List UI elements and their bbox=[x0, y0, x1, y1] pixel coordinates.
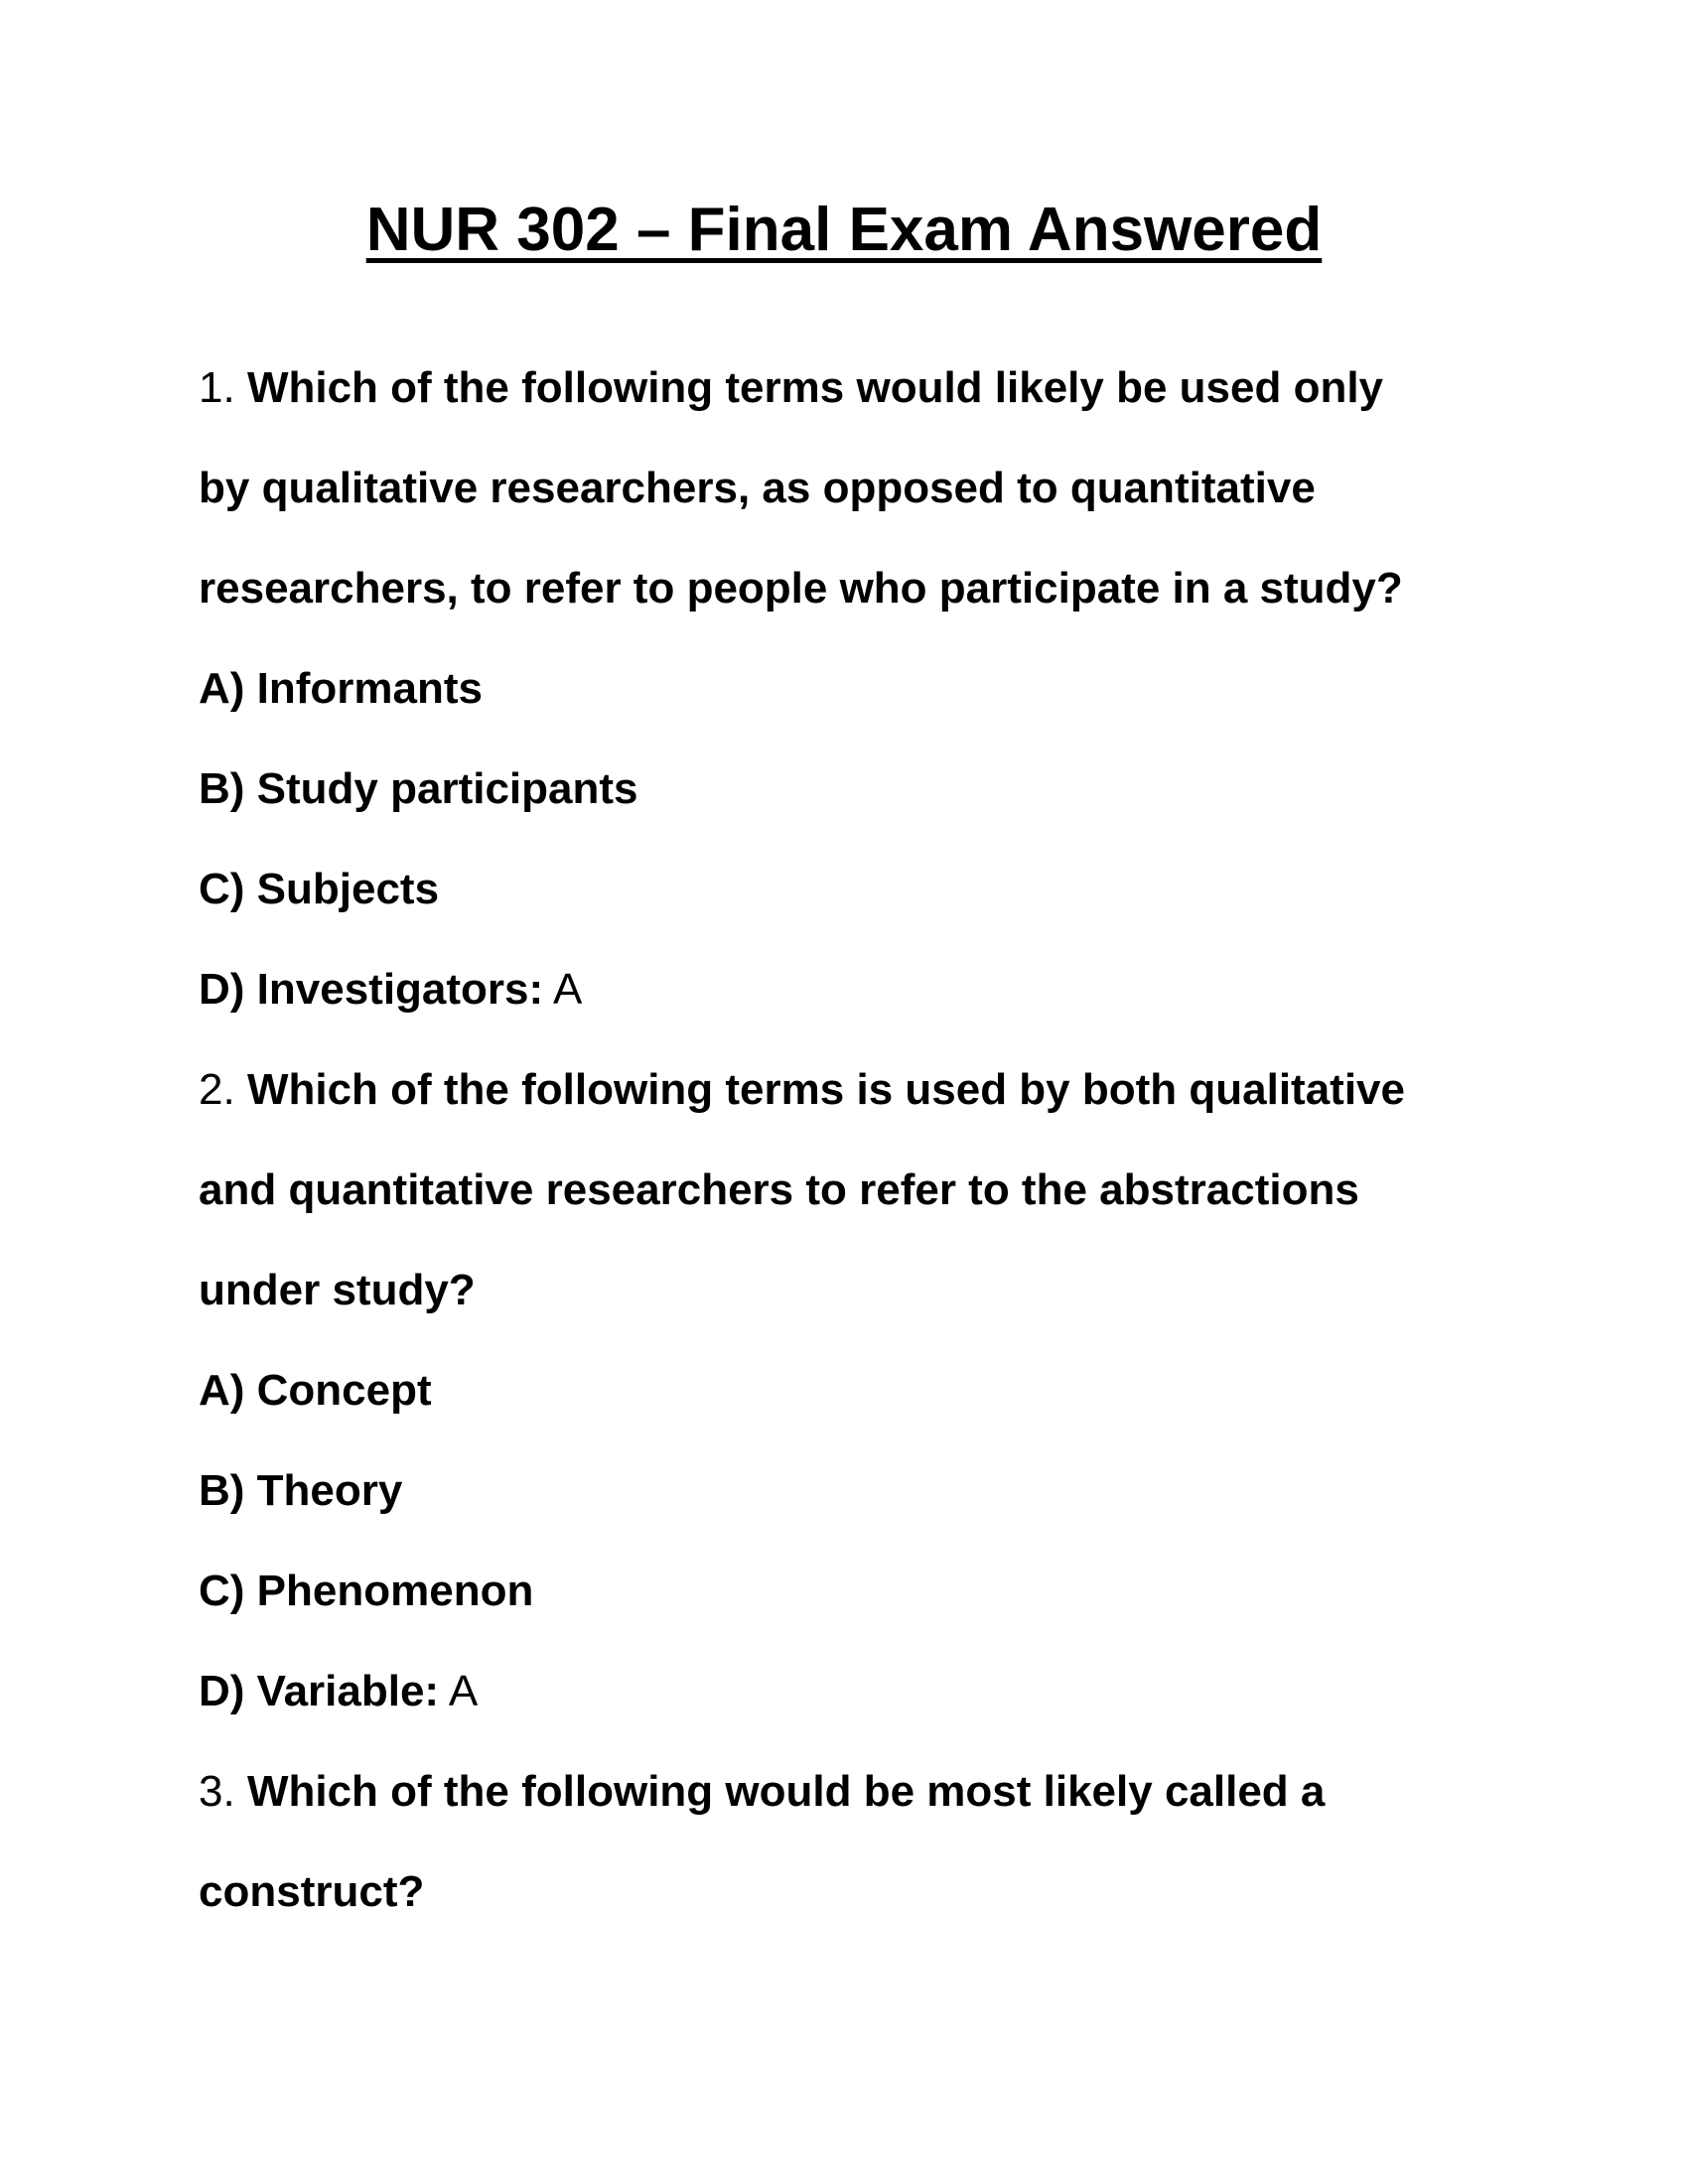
question-stem-line: by qualitative researchers, as opposed to quantitative bbox=[199, 464, 1316, 512]
question-stem-line bbox=[199, 338, 1489, 438]
option-d bbox=[199, 939, 1489, 1039]
question-text: Which of the following terms is used by both qualitative bbox=[246, 1065, 1406, 1114]
question-stem-line: and quantitative researchers to refer to the abstractions bbox=[199, 1165, 1359, 1214]
question-text: Which of the following terms would likely be used only bbox=[246, 363, 1384, 412]
question-stem-line: researchers, to refer to people who participate in a study? bbox=[199, 564, 1403, 613]
question-number: 2. bbox=[199, 1065, 235, 1114]
option-d bbox=[199, 1641, 1489, 1741]
question-number: 1. bbox=[199, 363, 235, 412]
option-b: B) Theory bbox=[199, 1466, 403, 1515]
option-c: C) Phenomenon bbox=[199, 1567, 534, 1615]
question-stem-line bbox=[199, 1741, 1489, 1842]
exam-body bbox=[199, 338, 1489, 1942]
question-2 bbox=[199, 1039, 1489, 1741]
option-b: B) Study participants bbox=[199, 764, 638, 813]
option-a: A) Concept bbox=[199, 1366, 432, 1415]
answer-value: A bbox=[552, 965, 583, 1014]
title-text: NUR 302 – Final Exam Answered bbox=[365, 196, 1323, 264]
option-d-label: D) Investigators: bbox=[199, 965, 544, 1014]
page-title bbox=[0, 195, 1688, 266]
question-number: 3. bbox=[199, 1767, 235, 1816]
question-stem-line: under study? bbox=[199, 1266, 476, 1314]
question-text: Which of the following would be most likely called a bbox=[246, 1767, 1326, 1816]
answer-value: A bbox=[448, 1667, 479, 1715]
question-stem-line: construct? bbox=[199, 1867, 425, 1916]
option-c: C) Subjects bbox=[199, 865, 440, 913]
option-a: A) Informants bbox=[199, 664, 483, 713]
question-1 bbox=[199, 338, 1489, 1039]
question-3 bbox=[199, 1741, 1489, 1942]
option-d-label: D) Variable: bbox=[199, 1667, 440, 1715]
question-stem-line bbox=[199, 1039, 1489, 1140]
